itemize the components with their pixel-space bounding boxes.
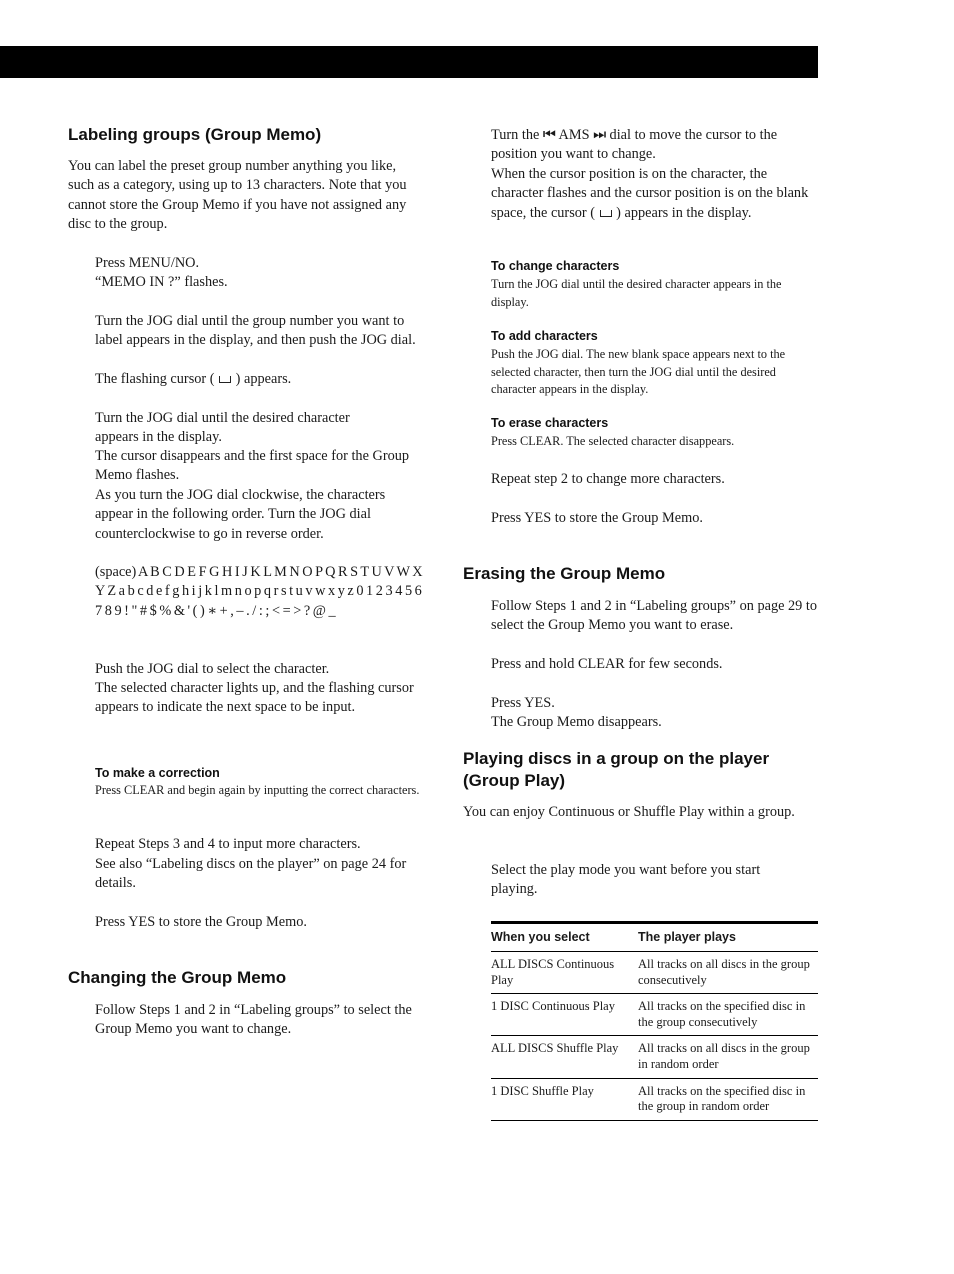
heading-labeling-groups: Labeling groups (Group Memo) [68,125,322,144]
table-cell-select: 1 DISC Shuffle Play [491,1078,638,1120]
press-yes-store: Press YES to store the Group Memo. [491,510,703,526]
ams-instruction: Turn the ⏮ AMS ⏭ dial to move the cursor to the position you want to change. [491,127,778,163]
step6-instruction: Press YES to store the Group Memo. [95,914,307,930]
erasing-step3-result: The Group Memo disappears. [491,714,662,730]
table-cell-plays: All tracks on the specified disc in the group in random order [638,1078,818,1120]
step2-instruction: Turn the JOG dial until the group number you want to label appears in the display, and then push the JOG dial. [95,313,416,349]
table-row [491,994,818,1036]
changing-step1: Follow Steps 1 and 2 in “Labeling groups” to select the Group Memo you want to change. [95,1002,412,1038]
change-characters-text: Turn the JOG dial until the desired character appears in the display. [491,277,782,309]
step3-result: The cursor disappears and the first space for the Group Memo flashes. [95,448,410,484]
table-header-row [491,923,818,952]
heading-erasing-memo: Erasing the Group Memo [463,564,666,583]
erase-characters-text: Press CLEAR. The selected character disappears. [491,434,735,448]
header-bar [0,46,818,78]
table-row [491,1036,818,1078]
step1-instruction: Press MENU/NO. [95,255,200,271]
add-characters-text: Push the JOG dial. The new blank space appears next to the selected character, then turn the JOG dial until the desired character appears in the display. [491,347,786,397]
group-play-intro: You can enjoy Continuous or Shuffle Play within a group. [463,804,795,820]
step5-note: See also “Labeling discs on the player” on page 24 for details. [95,856,407,892]
cursor-icon [600,210,612,217]
erase-characters-title: To erase characters [491,416,609,430]
correction-title: To make a correction [95,766,220,780]
repeat-step2: Repeat step 2 to change more characters. [491,471,725,487]
step2-result-pre: The flashing cursor ( [95,371,215,387]
table-header-select: When you select [491,923,638,952]
erasing-step3: Press YES. [491,695,555,711]
table-header-plays: The player plays [638,923,818,952]
erasing-step2: Press and hold CLEAR for few seconds. [491,656,723,672]
step4-result: The selected character lights up, and the flashing cursor appears to indicate the next space to be input. [95,680,414,716]
character-list: (space) A B C D E F G H I J K L M N O P Q R S T U V W X Y Z a b c d e f g h i j k l m n o p q r s t u v w x y z 0 1 2 3 4 5 6 7 8 9 ! " # $ % & ' ( ) ∗ + , – . / : ; < = > ? @ _ [95,564,423,619]
table-row [491,1078,818,1120]
step4-instruction: Push the JOG dial to select the character. [95,661,330,677]
table-cell-select: 1 DISC Continuous Play [491,994,638,1036]
heading-group-play: Playing discs in a group on the player (Group Play) [463,749,770,790]
step2-result-post: ) appears. [235,371,292,387]
group-play-step1: Select the play mode you want before you start playing. [491,862,761,898]
table-cell-plays: All tracks on all discs in the group in random order [638,1036,818,1078]
heading-changing-memo: Changing the Group Memo [68,968,287,987]
table-cell-plays: All tracks on all discs in the group consecutively [638,952,818,994]
table-cell-select: ALL DISCS Continuous Play [491,952,638,994]
labeling-intro: You can label the preset group number anything you like, such as a category, using up to 13 characters. Note that you cannot store the Group Memo if you have not assigned any disc to the group. [68,158,407,232]
change-characters-title: To change characters [491,259,620,273]
ams-result-pre: When the cursor position is on the character, the character flashes and the cursor position is on the blank space, the cursor ( [491,166,809,221]
ams-result-post: ) appears in the display. [616,204,752,221]
add-characters-title: To add characters [491,329,598,343]
step3-instruction: Turn the JOG dial until the desired character appears in the display. [95,410,350,446]
table-cell-plays: All tracks on the specified disc in the group consecutively [638,994,818,1036]
step3-note: As you turn the JOG dial clockwise, the characters appear in the following order. Turn the JOG dial counterclockwise to go in reverse order. [95,487,386,542]
table-cell-select: ALL DISCS Shuffle Play [491,1036,638,1078]
play-mode-table [491,921,818,1121]
correction-text: Press CLEAR and begin again by inputting the correct characters. [95,783,420,797]
cursor-icon [219,376,231,383]
ams-result [491,165,816,223]
step1-result: “MEMO IN ?” flashes. [95,274,228,290]
erasing-step1: Follow Steps 1 and 2 in “Labeling groups” on page 29 to select the Group Memo you want to erase. [491,598,818,634]
step5-instruction: Repeat Steps 3 and 4 to input more characters. [95,836,361,852]
step2-result [95,370,425,389]
table-row [491,952,818,994]
